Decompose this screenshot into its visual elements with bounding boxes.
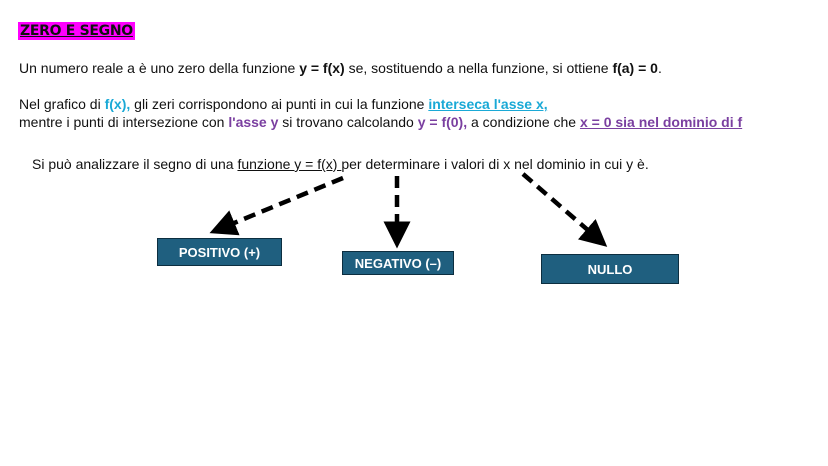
text: a condizione che <box>467 114 580 130</box>
y-axis-highlight: l'asse y <box>228 114 279 130</box>
arrow-positivo <box>222 178 343 228</box>
f0-highlight: y = f(0), <box>417 114 468 130</box>
text: gli zeri corrispondono ai punti in cui la funzione <box>130 96 429 112</box>
function-formula: y = f(x) <box>299 60 345 76</box>
x-axis-highlight: interseca l'asse x, <box>428 96 548 112</box>
positivo-box: POSITIVO (+) <box>157 238 282 266</box>
arrow-nullo <box>523 174 597 238</box>
page-title: ZERO E SEGNO <box>20 23 133 39</box>
domain-condition: x = 0 sia nel dominio di f <box>579 114 743 130</box>
zero-formula: f(a) = 0 <box>612 60 658 76</box>
text: Si può analizzare il segno di una <box>32 156 238 172</box>
text: mentre i punti di intersezione con <box>19 114 229 130</box>
text: se, sostituendo a nella funzione, si ottiene <box>344 60 613 76</box>
text: . <box>657 60 662 76</box>
function-underlined: funzione y = f(x) <box>237 156 342 172</box>
text: Nel grafico di <box>19 96 105 112</box>
fx-highlight: f(x), <box>104 96 131 112</box>
nullo-box: NULLO <box>541 254 679 284</box>
text: Un numero reale a è uno zero della funzione <box>19 60 300 76</box>
text: si trovano calcolando <box>278 114 418 130</box>
negativo-box: NEGATIVO (–) <box>342 251 454 275</box>
text: per determinare i valori di x nel dominio in cui y è. <box>341 156 649 172</box>
